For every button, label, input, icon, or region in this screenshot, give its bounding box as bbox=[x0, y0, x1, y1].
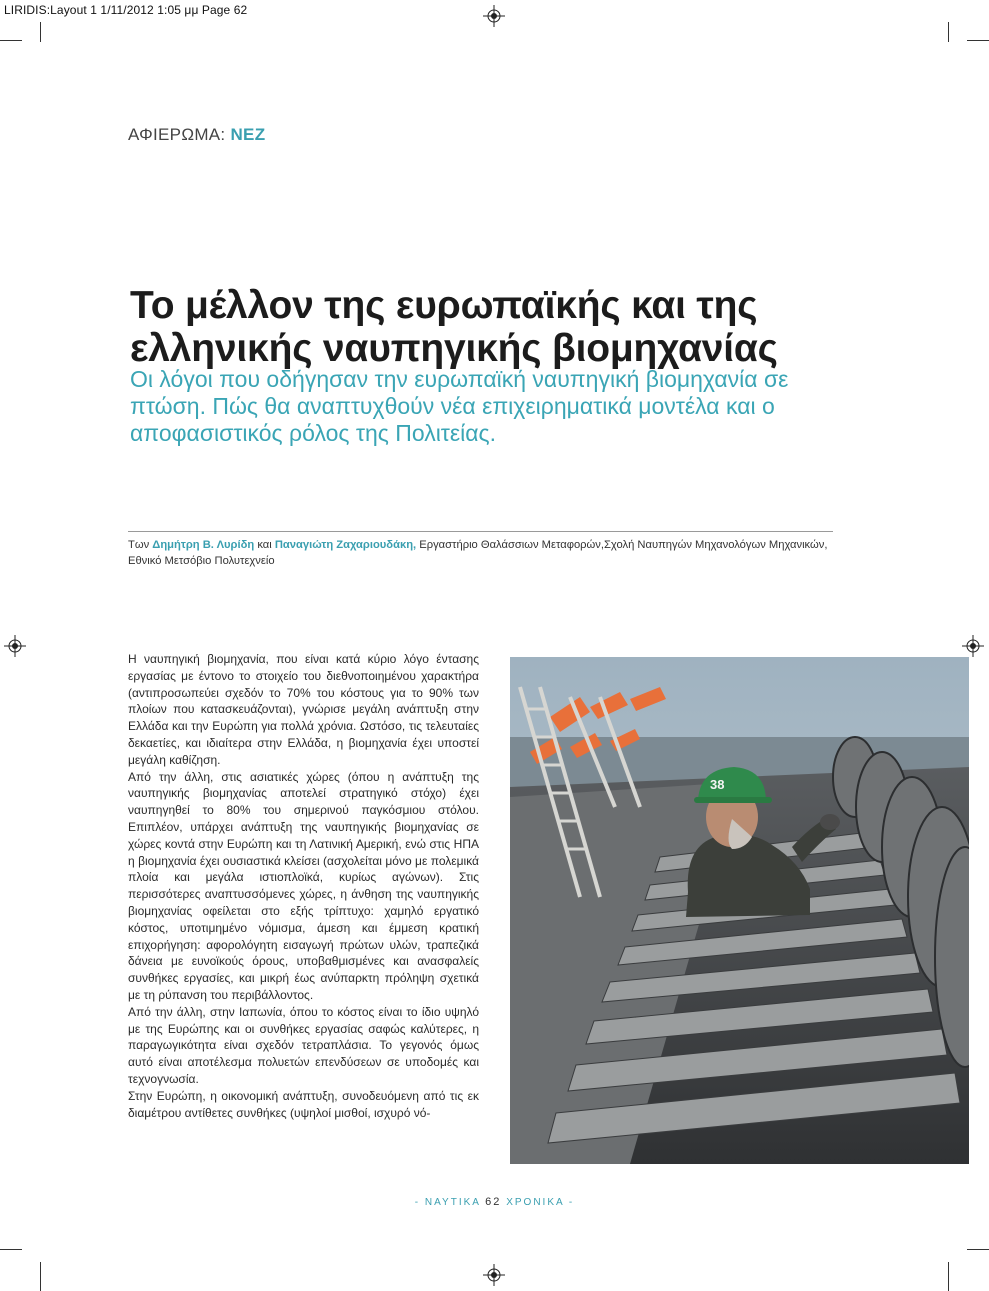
article-body bbox=[128, 651, 479, 1121]
crop-mark bbox=[0, 40, 22, 41]
crop-mark bbox=[0, 1249, 22, 1250]
author-name: Δημήτρη Β. Λυρίδη bbox=[152, 539, 255, 551]
crop-mark bbox=[967, 40, 989, 41]
page-number: 62 bbox=[485, 1196, 502, 1208]
byline-prefix: Των bbox=[128, 539, 150, 551]
author-name: Παναγιώτη Ζαχαριουδάκη, bbox=[274, 539, 417, 551]
printer-slug: LIRIDIS:Layout 1 1/11/2012 1:05 μμ Page 62 bbox=[4, 3, 248, 17]
section-tag: ΝΕΖ bbox=[230, 125, 266, 144]
folio-left: - ΝΑΥΤΙΚΑ bbox=[414, 1197, 481, 1208]
registration-mark-icon bbox=[962, 635, 984, 657]
crop-mark bbox=[40, 1262, 41, 1291]
crop-mark bbox=[967, 1249, 989, 1250]
body-paragraph: Από την άλλη, στην Ιαπωνία, όπου το κόστος είναι το ίδιο υψηλό με της Ευρώπης και οι συνθήκες εργασίας σαφώς καλύτερες, η παραγωγικότητα είναι σχεδόν τετραπλάσια. Το γεγονός όμως αυτό είναι αποτέλεσμα πολυετών επενδύσεων σε υποδομές και τεχνογνωσία. bbox=[128, 1004, 479, 1086]
body-paragraph: Η ναυπηγική βιομηχανία, που είναι κατά κύριο λόγο έντασης εργασίας με έντονο το στοιχείο του διεθνοποιημένου χαρακτήρα (αντιπροσωπεύει σχεδόν το 70% του κόστους για το 90% των πλοίων που κατασκευάζονται), γνώρισε μεγάλη ανάπτυξη στην Ελλάδα και την Ευρώπη για πολλά χρόνια. Ωστόσο, τις τελευταίες δεκαετίες, και ιδιαίτερα στην Ελλάδα, η βιομηχανία έχει υποστεί μεγάλη καθίζηση. bbox=[128, 652, 479, 767]
article-subtitle: Οι λόγοι που οδήγησαν την ευρωπαϊκή ναυπηγική βιομηχανία σε πτώση. Πώς θα αναπτυχθούν νέα επιχειρηματικά μοντέλα και ο αποφασιστικός ρόλος της Πολιτείας. bbox=[130, 366, 789, 446]
section-header bbox=[128, 125, 265, 145]
crop-mark bbox=[40, 22, 41, 42]
crop-mark bbox=[948, 22, 949, 42]
author-affiliation: Εργαστήριο Θαλάσσιων Μεταφορών,Σχολή Ναυπηγών Μηχανολόγων Μηχανικών, Εθνικό Μετσόβιο Πολυτεχνείο bbox=[128, 539, 828, 567]
byline bbox=[128, 537, 848, 569]
body-paragraph: Από την άλλη, στις ασιατικές χώρες (όπου η ανάπτυξη της ναυπηγικής βιομηχανίας αποτελεί στρατηγικό στόχο) έχει ναυπηγηθεί το 80% του σημερινού παγκόσμιου στόλου. Επιπλέον, υπάρχει ανάπτυξη της ναυπηγικής βιομηχανίας σε χώρες κοντά στην Ευρώπη και τη Λατινική Αμερική, ενώ στις ΗΠΑ η βιομηχανία έχει ουσιαστικά κλείσει (ασχολείται μόνο με πολεμικά πλοία και μεγάλα ιστιοπλοϊκά, κυρίως αγώνων). Στις περισσότερες αναπτυσσόμενες χώρες, η άνθηση της ναυπηγικής βιομηχανίας οφείλεται στο εξής τρίπτυχο: χαμηλό εργατικό κόστος, υποτιμημένο νόμισμα, άμεση και έμμεση κρατική επιχορήγηση: αφορολόγητη εισαγωγή πρώτων υλών, τραπεζικά δάνεια με ευνοϊκούς όρους, υποβαθμισμένες και ανασφαλείς συνθήκες εργασίες, και μικρή έως ανύπαρκτη πρόληψη σχετικά με τη ρύπανση του περιβάλλοντος. bbox=[128, 769, 479, 1002]
page-folio bbox=[0, 1196, 989, 1208]
shipyard-worker-photo bbox=[510, 657, 969, 1164]
byline-divider bbox=[128, 531, 833, 532]
crop-mark bbox=[948, 1262, 949, 1291]
section-label: ΑΦΙΕΡΩΜΑ: bbox=[128, 125, 226, 144]
helmet-number: 38 bbox=[710, 777, 725, 792]
body-paragraph: Στην Ευρώπη, η οικονομική ανάπτυξη, συνοδευόμενη από τις εκ διαμέτρου αντίθετες συνθήκες (υψηλοί μισθοί, ισχυρό νό- bbox=[128, 1088, 479, 1120]
registration-mark-icon bbox=[483, 5, 505, 27]
registration-mark-icon bbox=[483, 1264, 505, 1286]
registration-mark-icon bbox=[4, 635, 26, 657]
folio-right: ΧΡΟΝΙΚΑ - bbox=[506, 1197, 575, 1208]
article-title: Το μέλλον της ευρωπαϊκής και της ελληνικής ναυπηγικής βιομηχανίας bbox=[130, 284, 778, 370]
byline-conjunction: και bbox=[257, 539, 272, 551]
article-photo bbox=[510, 657, 969, 1164]
